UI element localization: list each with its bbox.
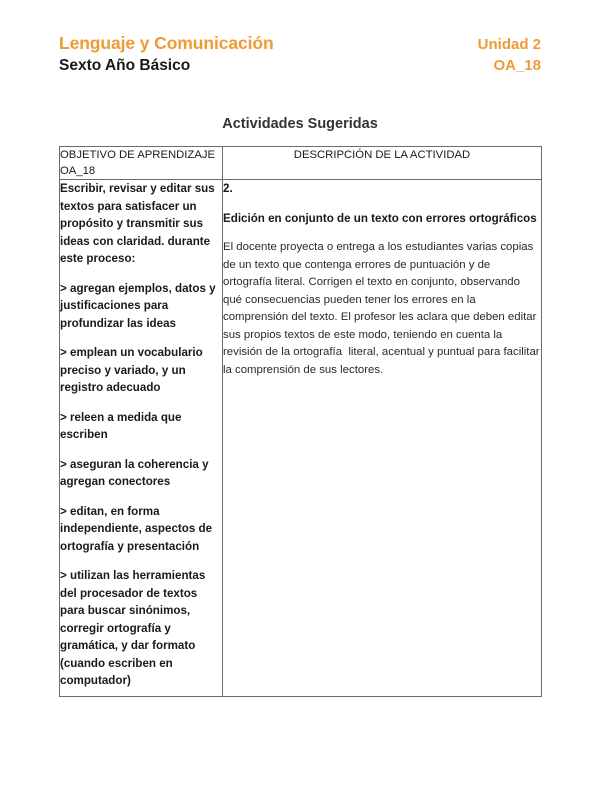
objective-item-6: > utilizan las herramientas del procesador de textos para buscar sinónimos, corregir ortografía y gramática, y dar formato (cuando escriben en computador) [60,569,206,687]
activity-table [59,146,542,697]
table-body [60,180,542,697]
objective-item-3: > releen a medida que escriben [60,410,182,441]
objective-item-5: > editan, en forma independiente, aspectos de ortografía y presentación [60,504,213,553]
header-row-secondary [59,55,541,76]
header-row-primary [59,33,541,55]
description-cell [223,180,542,697]
objective-intro: Escribir, revisar y editar sus textos para satisfacer un propósito y transmitir sus ideas con claridad. durante este proceso: [60,182,215,265]
objective-item-4: > aseguran la coherencia y agregan conectores [60,457,209,488]
document-header [59,33,541,85]
grade-title: Sexto Año Básico [59,57,191,74]
table-header-row [60,147,542,180]
column-header-objective: OBJETIVO DE APRENDIZAJE OA_18 [60,147,223,180]
objective-cell [60,180,223,697]
section-heading: Actividades Sugeridas [222,116,378,132]
activity-title: Edición en conjunto de un texto con errores ortográficos [223,212,537,225]
objective-item-1: > agregan ejemplos, datos y justificaciones para profundizar las ideas [60,281,216,330]
column-header-description: DESCRIPCIÓN DE LA ACTIVIDAD [223,147,542,180]
activity-body: El docente proyecta o entrega a los estudiantes varias copias de un texto que contenga errores de puntuación y de ortografía literal. Corrigen el texto en conjunto, observando qué consecuencias pueden tener los errores en la comprensión del texto. El profesor les aclara que deben editar sus propios textos de este modo, teniendo en cuenta la revisión de la ortografía literal, acentual y puntual para facilitar la comprensión de sus lectores. [223,241,543,376]
objective-item-2: > emplean un vocabulario preciso y variado, y un registro adecuado [60,346,203,394]
oa-code-label: OA_18 [493,57,541,74]
activity-number: 2. [223,182,233,195]
table-head [60,147,542,180]
table-row [60,180,542,697]
unit-label: Unidad 2 [477,36,541,53]
subject-title: Lenguaje y Comunicación [59,33,274,53]
